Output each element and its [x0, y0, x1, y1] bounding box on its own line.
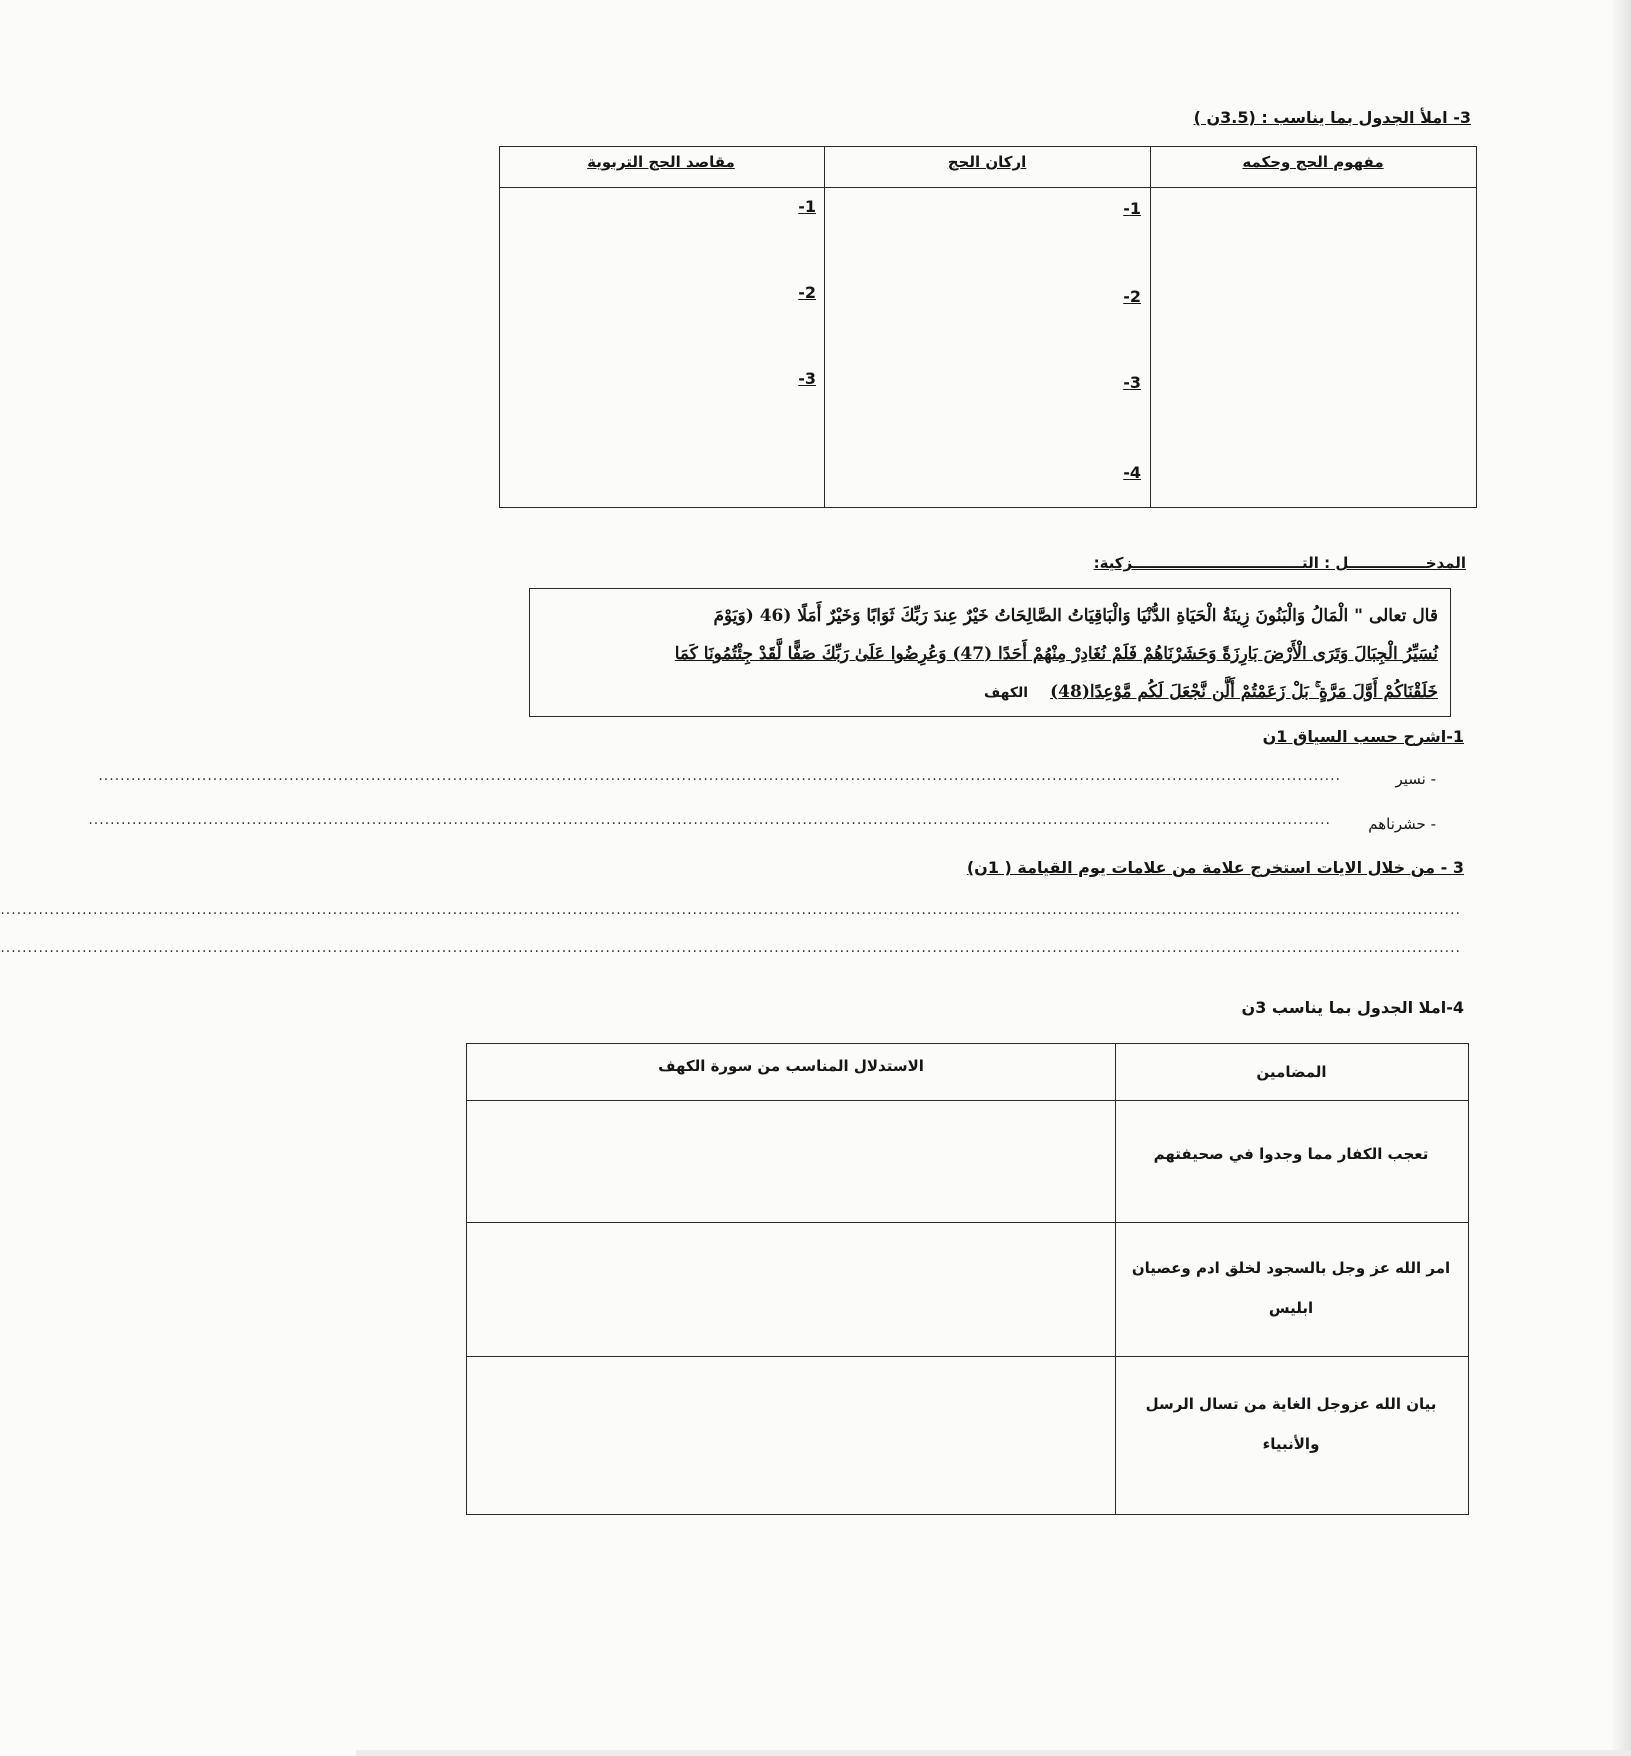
verse-line-1-text: قال تعالى " الْمَالُ وَالْبَنُونَ زِينَةُ الْحَيَاةِ الدُّنْيَا وَالْبَاقِيَاتُ الصَّالِحَاتُ خَيْرٌ عِندَ رَبِّكَ ثَوَابًا وَخَيْرٌ أَمَلًا (46 (وَيَوْمَ [713, 606, 1438, 626]
verse-line-2-text: نُسَيِّرُ الْجِبَالَ وَتَرَى الْأَرْضَ بَارِزَةً وَحَشَرْنَاهُمْ فَلَمْ نُغَادِرْ مِنْهُمْ أَحَدًا (47) وَعُرِضُوا عَلَىٰ رَبِّكَ صَفًّا لَّقَدْ جِئْتُمُونَا كَمَا [674, 644, 1438, 664]
hajj-table-divider [824, 147, 825, 507]
header-madamin: المضامين [1256, 1063, 1327, 1081]
header-istidlal: الاستدلال المناسب من سورة الكهف [658, 1057, 924, 1075]
quran-verses-box [529, 588, 1451, 717]
verse-line-3-text: خَلَقْنَاكُمْ أَوَّلَ مَرَّةٍ ۚ بَلْ زَعَمْتُمْ أَلَّن نَّجْعَلَ لَكُم مَّوْعِدًا(48) [1050, 682, 1438, 702]
arkan-num-2: 2- [1123, 287, 1141, 306]
answer-line: ............................................................................................................................................................................................................................................................................ [0, 902, 1461, 918]
maqasid-num-2: 2- [798, 283, 816, 302]
surah-name: الكهف [983, 685, 1029, 701]
answer-line: .................................................................................................................................................................................................................................... [88, 812, 1331, 828]
madmoun-row-1: تعجب الكفار مما وجدوا في صحيفتهم [1153, 1145, 1429, 1163]
hajj-table [499, 146, 1477, 508]
verse-line-3 [542, 673, 1438, 712]
scan-bottom-edge [356, 1750, 1631, 1756]
hajj-table-divider [1150, 147, 1151, 507]
kahf-table [466, 1043, 1469, 1515]
q1-item-hasharnahum-label: - حشرناهم [1368, 815, 1436, 833]
verse-line-1 [542, 597, 1438, 635]
maqasid-num-1: 1- [798, 197, 816, 216]
header-maqasid: مقاصد الحج التربوية [587, 153, 735, 171]
answer-line: ............................................................................................................................................................................................................................................................................ [0, 940, 1461, 956]
header-mafhoum: مفهوم الحج وحكمه [1242, 153, 1384, 171]
maqasid-num-3: 3- [798, 369, 816, 388]
answer-line: .................................................................................................................................................................................................................................... [98, 768, 1341, 784]
kahf-table-row-line [467, 1356, 1468, 1357]
q1-item-hasharnahum [1368, 815, 1436, 833]
scan-right-edge [1613, 0, 1631, 1756]
madmoun-row-3: بيان الله عزوجل الغاية من تسال الرسل والأنبياء [1145, 1395, 1437, 1453]
q3b-title: 3 - من خلال الايات استخرج علامة من علامات يوم القيامة ( 1ن) [966, 858, 1464, 877]
madmoun-row-2: امر الله عز وجل بالسجود لخلق ادم وعصيان ابليس [1131, 1259, 1451, 1317]
verse-line-2 [542, 635, 1438, 673]
q1-item-nusayyir: - نسير [1395, 770, 1436, 788]
q4-title: 4-املا الجدول بما يناسب 3ن [1241, 998, 1464, 1017]
q1-title: 1-اشرح حسب السياق 1ن [1262, 727, 1464, 746]
hajj-table-header-line [500, 187, 1476, 188]
kahf-table-row-line [467, 1222, 1468, 1223]
arkan-num-4: 4- [1123, 463, 1141, 482]
kahf-table-divider [1115, 1044, 1116, 1514]
header-arkan: اركان الحج [947, 153, 1027, 171]
kahf-table-row-line [467, 1100, 1468, 1101]
madkhal-label: المدخـــــــــــــــل : التـــــــــــــــــــــــــــــــــزكية: [1093, 554, 1466, 572]
arkan-num-3: 3- [1123, 373, 1141, 392]
arkan-num-1: 1- [1123, 199, 1141, 218]
q3-title: 3- املأ الجدول بما يناسب : (3.5ن ) [1193, 108, 1471, 127]
